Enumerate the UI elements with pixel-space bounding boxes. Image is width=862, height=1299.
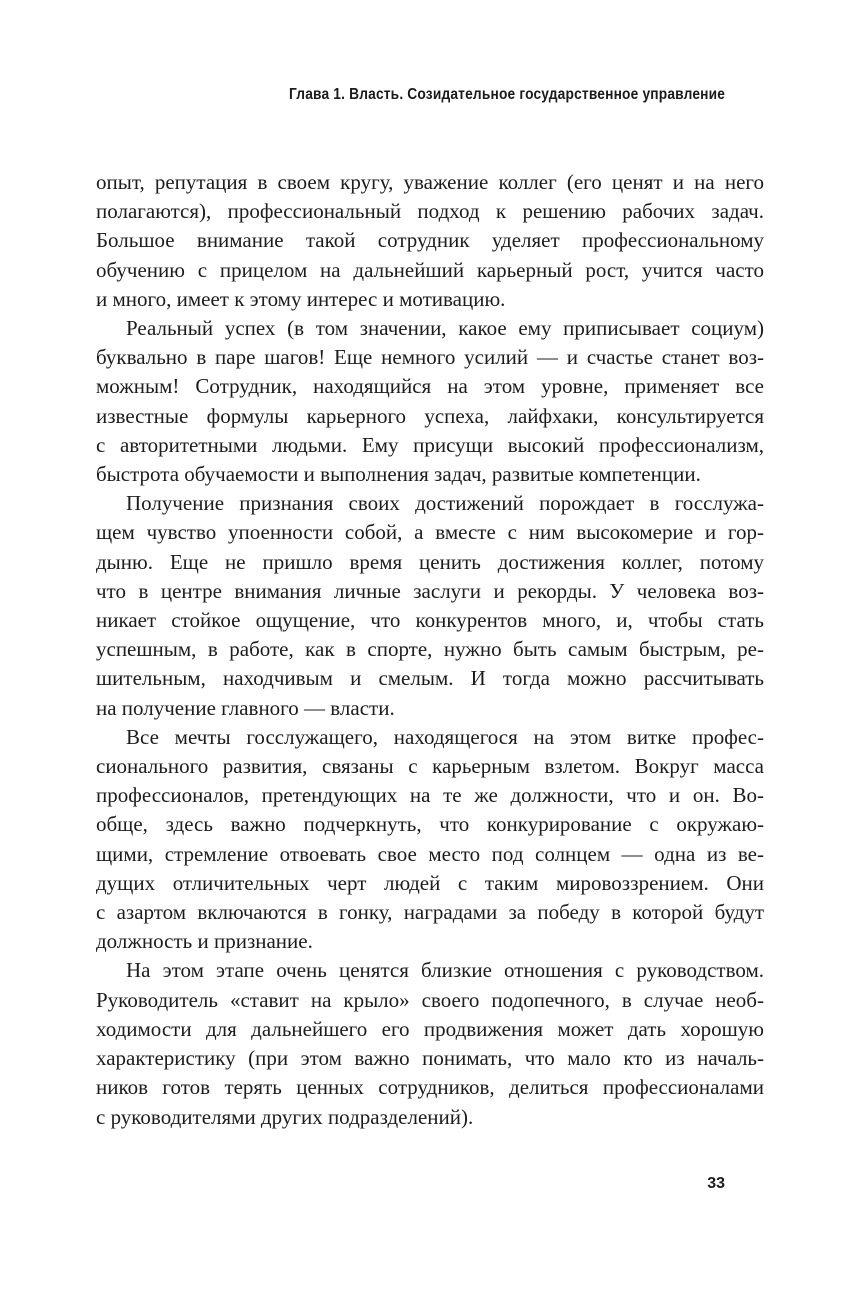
text-line: с авторитетными людьми. Ему присущи высокий профессионализм,	[96, 432, 764, 457]
text-line: обучению с прицелом на дальнейший карьерный рост, учится часто	[96, 257, 764, 282]
text-line: и много, имеет к этому интерес и мотивацию.	[96, 286, 506, 311]
text-line: опыт, репутация в своем кругу, уважение коллег (его ценят и на него	[96, 170, 764, 194]
text-line: можным! Сотрудник, находящийся на этом уровне, применяет все	[96, 374, 764, 399]
text-line: Получение признания своих достижений порождает в госслужа-	[126, 491, 764, 516]
text-line: с руководителями других подразделений).	[96, 1104, 474, 1129]
text-line: профессионалов, претендующих на те же должности, что и он. Во-	[96, 783, 764, 808]
text-line: Все мечты госслужащего, находящегося на этом витке профес-	[126, 724, 764, 749]
text-line: полагаются), профессиональный подход к решению рабочих задач.	[96, 199, 764, 224]
paragraph-3	[96, 489, 764, 723]
page-number: 33	[707, 1175, 725, 1192]
text-line: с азартом включаются в гонку, наградами за победу в которой будут	[96, 900, 764, 925]
text-line: что в центре внимания личные заслуги и рекорды. У человека воз-	[96, 578, 764, 603]
text-line: никает стойкое ощущение, что конкурентов много, и, чтобы стать	[96, 608, 764, 633]
text-line: известные формулы карьерного успеха, лайфхаки, консультируется	[96, 403, 764, 428]
paragraph-2	[96, 314, 764, 489]
text-line: Руководитель «ставит на крыло» своего подопечного, в случае необ-	[96, 987, 764, 1012]
text-line: щими, стремление отвоевать свое место под солнцем — одна из ве-	[96, 841, 764, 866]
text-line: дущих отличительных черт людей с таким мировоззрением. Они	[96, 870, 764, 895]
text-line: характеристику (при этом важно понимать, что мало кто из началь-	[96, 1046, 764, 1071]
text-line: буквально в паре шагов! Еще немного усилий — и счастье станет воз-	[96, 345, 764, 370]
text-line: Реальный успех (в том значении, какое ему приписывает социум)	[126, 316, 764, 341]
text-line: щем чувство упоенности собой, а вместе с ним высокомерие и гор-	[96, 520, 764, 545]
text-line: быстрота обучаемости и выполнения задач, развитые компетенции.	[96, 462, 701, 487]
text-line: дыню. Еще не пришло время ценить достижения коллег, потому	[96, 549, 764, 574]
text-line: успешным, в работе, как в спорте, нужно быть самым быстрым, ре-	[96, 637, 764, 662]
text-line: ников готов терять ценных сотрудников, делиться профессионалами	[96, 1075, 764, 1100]
text-line: ходимости для дальнейшего его продвижения может дать хорошую	[96, 1016, 764, 1041]
running-header: Глава 1. Власть. Созидательное государственное управление	[288, 86, 725, 103]
text-line: обще, здесь важно подчеркнуть, что конкурирование с окружаю-	[96, 812, 764, 837]
text-line: На этом этапе очень ценятся близкие отношения с руководством.	[126, 958, 764, 983]
text-line: Большое внимание такой сотрудник уделяет профессиональному	[96, 228, 764, 253]
paragraph-1	[96, 168, 764, 314]
paragraph-4	[96, 723, 764, 957]
text-line: сионального развития, связаны с карьерным взлетом. Вокруг масса	[96, 754, 764, 779]
text-line: должность и признание.	[96, 929, 313, 954]
text-line: на получение главного — власти.	[96, 695, 395, 720]
text-line: шительным, находчивым и смелым. И тогда можно рассчитывать	[96, 666, 764, 691]
paragraph-5	[96, 956, 764, 1131]
body-text	[96, 168, 764, 1132]
